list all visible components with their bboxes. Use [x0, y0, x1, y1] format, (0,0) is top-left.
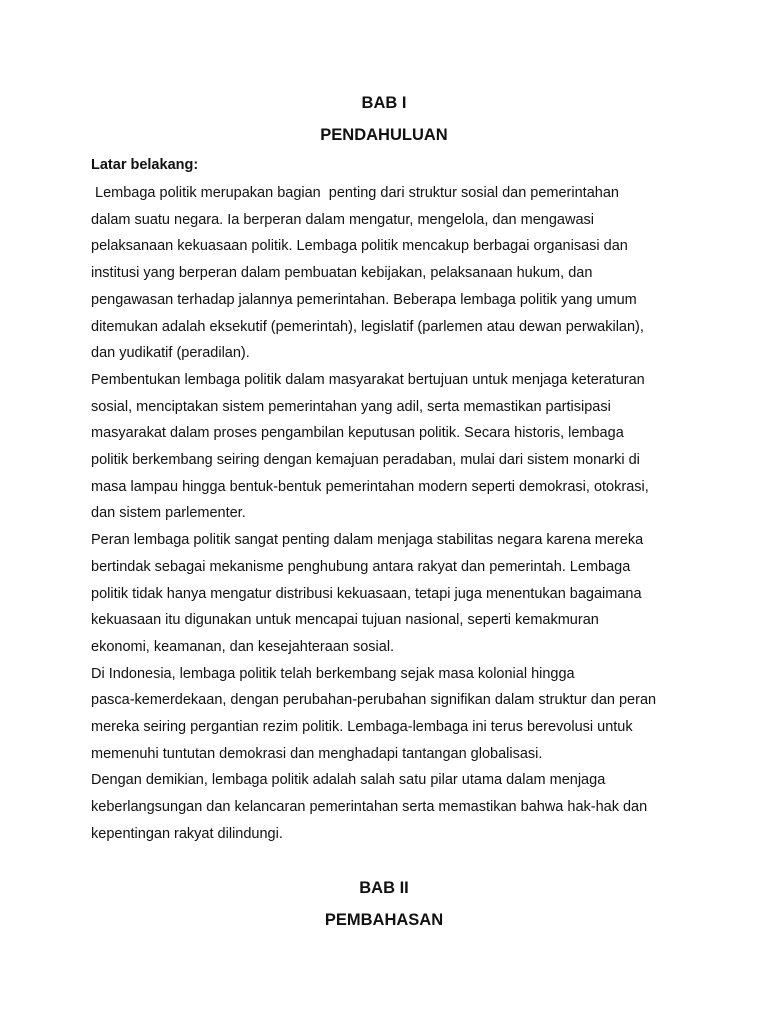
text-line: Peran lembaga politik sangat penting dalam menjaga stabilitas negara karena mereka	[91, 532, 644, 549]
text-line: masa lampau hingga bentuk-bentuk pemerintahan modern seperti demokrasi, otokrasi,	[91, 478, 649, 495]
chapter-2-title: PEMBAHASAN	[324, 911, 444, 929]
text-line: kekuasaan itu digunakan untuk mencapai tujuan nasional, seperti kemakmuran	[91, 612, 599, 629]
text-line: dalam suatu negara. Ia berperan dalam mengatur, mengelola, dan mengawasi	[91, 211, 594, 228]
text-line: ekonomi, keamanan, dan kesejahteraan sosial.	[91, 638, 395, 655]
text-line: mereka seiring pergantian rezim politik. Lembaga-lembaga ini terus berevolusi untuk	[91, 719, 633, 736]
text-line: politik tidak hanya mengatur distribusi kekuasaan, tetapi juga menentukan bagaimana	[91, 585, 642, 602]
chapter-2-number: BAB II	[359, 879, 409, 897]
text-line: pelaksanaan kekuasaan politik. Lembaga politik mencakup berbagai organisasi dan	[91, 238, 628, 255]
text-line: bertindak sebagai mekanisme penghubung antara rakyat dan pemerintah. Lembaga	[91, 558, 631, 575]
text-line: memenuhi tuntutan demokrasi dan menghadapi tantangan globalisasi.	[91, 745, 543, 762]
section-heading-latar-belakang: Latar belakang:	[91, 157, 199, 173]
chapter-1-title: PENDAHULUAN	[320, 126, 448, 144]
text-line: ditemukan adalah eksekutif (pemerintah), legislatif (parlemen atau dewan perwakilan),	[91, 318, 644, 335]
chapter-1-number: BAB I	[361, 94, 407, 112]
text-line: sosial, menciptakan sistem pemerintahan yang adil, serta memastikan partisipasi	[91, 398, 611, 415]
text-line: kepentingan rakyat dilindungi.	[91, 825, 283, 842]
text-line: pasca-kemerdekaan, dengan perubahan-perubahan signifikan dalam struktur dan peran	[91, 692, 657, 709]
text-line: dan yudikatif (peradilan).	[91, 345, 250, 362]
text-line: Di Indonesia, lembaga politik telah berkembang sejak masa kolonial hingga	[91, 665, 575, 682]
text-line: Dengan demikian, lembaga politik adalah salah satu pilar utama dalam menjaga	[91, 772, 606, 789]
text-line: dan sistem parlementer.	[91, 505, 246, 522]
text-line: pengawasan terhadap jalannya pemerintahan. Beberapa lembaga politik yang umum	[91, 291, 637, 308]
text-line: institusi yang berperan dalam pembuatan kebijakan, pelaksanaan hukum, dan	[91, 265, 593, 282]
body-text	[91, 180, 691, 848]
text-line: masyarakat dalam proses pengambilan keputusan politik. Secara historis, lembaga	[91, 425, 624, 442]
text-line: politik berkembang seiring dengan kemajuan peradaban, mulai dari sistem monarki di	[91, 452, 640, 469]
text-line: Pembentukan lembaga politik dalam masyarakat bertujuan untuk menjaga keteraturan	[91, 371, 645, 388]
text-line: keberlangsungan dan kelancaran pemerintahan serta memastikan bahwa hak-hak dan	[91, 799, 648, 816]
text-line: Lembaga politik merupakan bagian penting dari struktur sosial dan pemerintahan	[91, 185, 619, 201]
